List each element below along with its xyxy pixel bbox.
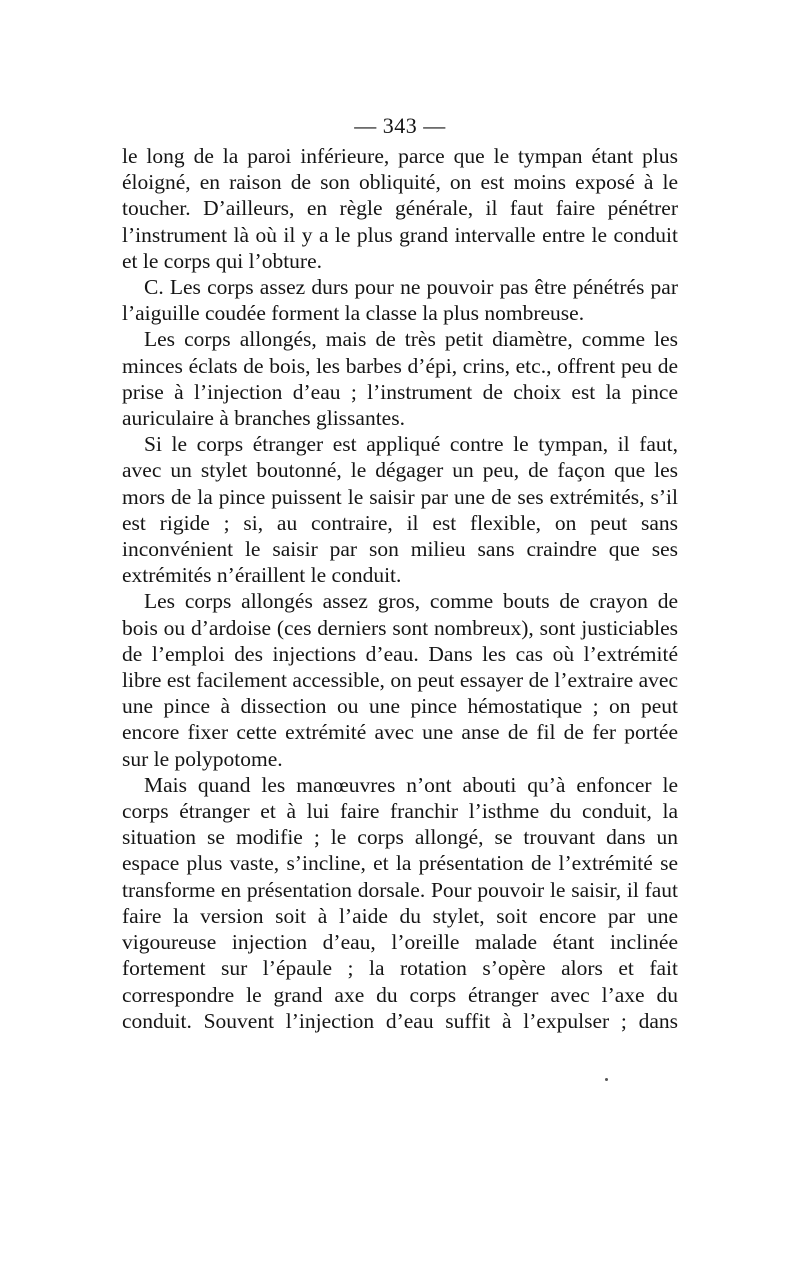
paragraph-6: Mais quand les manœuvres n’ont abouti qu’à enfoncer le corps étranger et à lui faire franchir l’isthme du conduit, la situation se modifie ; le corps allongé, se trouvant dans un espace plus vaste, s’incline, et la présentation de l’extrémité se transforme en présentation dorsale. Pour pouvoir le saisir, il faut faire la version soit à l’aide du stylet, soit encore par une vigoureuse injection d’eau, l’oreille malade étant inclinée fortement sur l’épaule ; la rotation s’opère alors et fait correspondre le grand axe du corps étranger avec l’axe du conduit. Souvent l’injection d’eau suffit à l’expulser ; dans (122, 772, 678, 1033)
paragraph-2: C. Les corps assez durs pour ne pouvoir pas être pénétrés par l’aiguille coudée forment la classe la plus nombreuse. (122, 275, 678, 326)
print-speck (605, 1078, 608, 1081)
paragraph-3: Les corps allongés, mais de très petit diamètre, comme les minces éclats de bois, les barbes d’épi, crins, etc., offrent peu de prise à l’injection d’eau ; l’instrument de choix est la pince auriculaire à branches glissantes. (122, 327, 678, 431)
paragraph-1: le long de la paroi inférieure, parce que le tympan étant plus éloigné, en raison de son obliquité, on est moins exposé à le toucher. D’ailleurs, en règle générale, il faut faire pénétrer l’instrument là où il y a le plus grand intervalle entre le conduit et le corps qui l’obture. (122, 144, 678, 273)
body-text (122, 143, 678, 1034)
page-number: — 343 — (354, 113, 446, 138)
paragraph-5: Les corps allongés assez gros, comme bouts de crayon de bois ou d’ardoise (ces derniers sont nombreux), sont justiciables de l’emploi des injections d’eau. Dans les cas où l’extrémité libre est facilement accessible, on peut essayer de l’extraire avec une pince à dissection ou une pince hémostatique ; on peut encore fixer cette extrémité avec une anse de fil de fer portée sur le polypotome. (122, 589, 678, 771)
paragraph-4: Si le corps étranger est appliqué contre le tympan, il faut, avec un stylet boutonné, le dégager un peu, de façon que les mors de la pince puissent le saisir par une de ses extrémités, s’il est rigide ; si, au contraire, il est flexible, on peut sans inconvénient le saisir par son milieu sans craindre que ses extrémités n’éraillent le conduit. (122, 432, 678, 588)
